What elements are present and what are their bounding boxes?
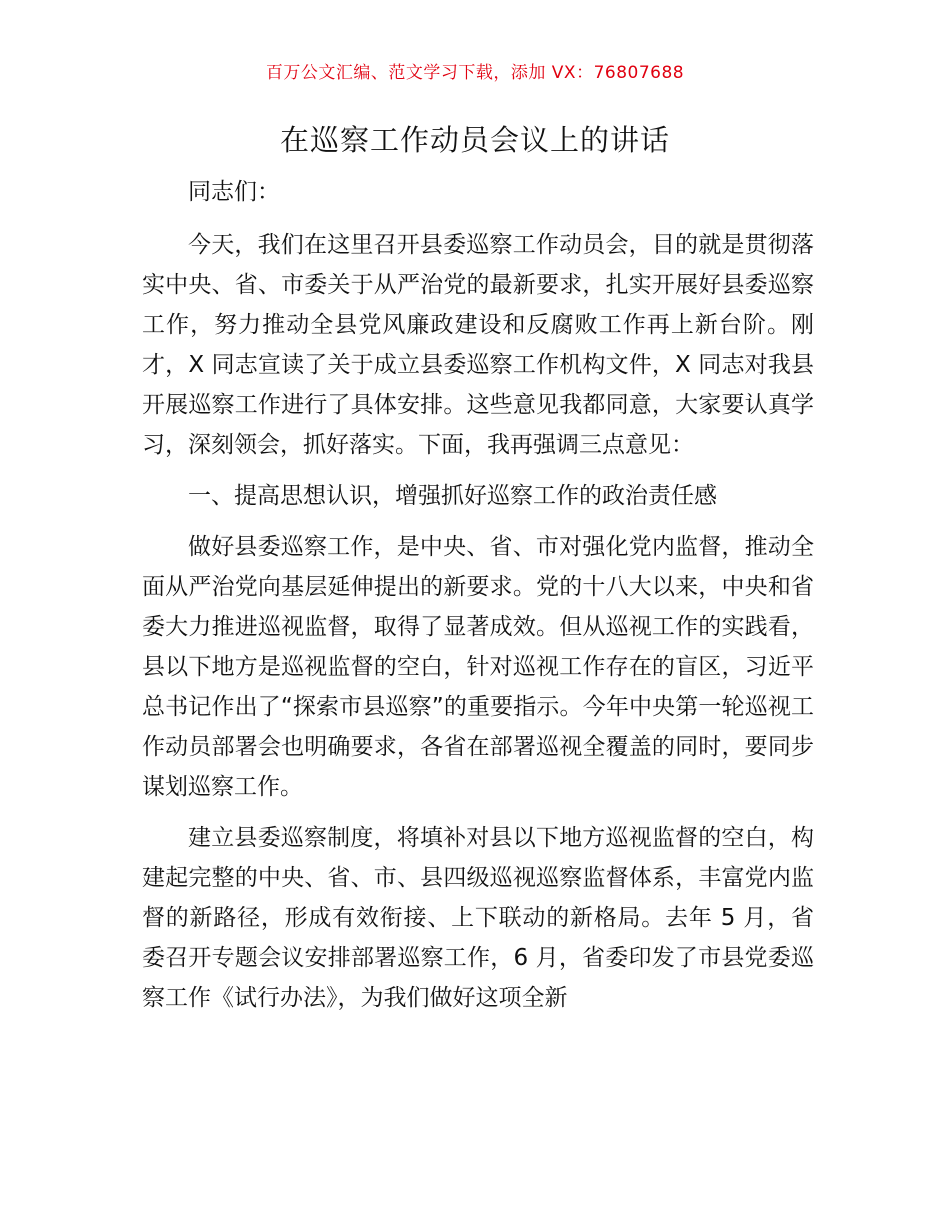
document-title: 在巡察工作动员会议上的讲话 [279,123,670,157]
watermark-header: 百万公文汇编、范文学习下载，添加 VX：76807688 [265,63,685,83]
paragraph-3: 建立县委巡察制度，将填补对县以下地方巡视监督的空白，构建起完整的中央、省、市、县四级巡视巡察监督体系，丰富党内监督的新路径，形成有效衔接、上下联动的新格局。去年 5 月，省委召开专题会议安排部署巡察工作，6 月，省委印发了市县党委巡察工作《试行办法》，为我们做好这项全新 [142,825,814,1011]
salutation: 同志们： [188,179,280,205]
section-heading-1: 一、提高思想认识，增强抓好巡察工作的政治责任感 [188,483,717,509]
paragraph-2: 做好县委巡察工作，是中央、省、市对强化党内监督，推动全面从严治党向基层延伸提出的新要求。党的十八大以来，中央和省委大力推进巡视监督，取得了显著成效。但从巡视工作的实践看，县以下地方是巡视监督的空白，针对巡视工作存在的盲区，习近平总书记作出了“探索市县巡察”的重要指示。今年中央第一轮巡视工作动员部署会也明确要求，各省在部署巡视全覆盖的同时，要同步谋划巡察工作。 [142,534,814,800]
paragraph-intro: 今天，我们在这里召开县委巡察工作动员会，目的就是贯彻落实中央、省、市委关于从严治党的最新要求，扎实开展好县委巡察工作，努力推动全县党风廉政建设和反腐败工作再上新台阶。刚才，X 同志宣读了关于成立县委巡察工作机构文件，X 同志对我县开展巡察工作进行了具体安排。这些意见我都同意，大家要认真学习，深刻领会，抓好落实。下面，我再强调三点意见： [142,232,814,458]
document-body [142,172,814,1029]
